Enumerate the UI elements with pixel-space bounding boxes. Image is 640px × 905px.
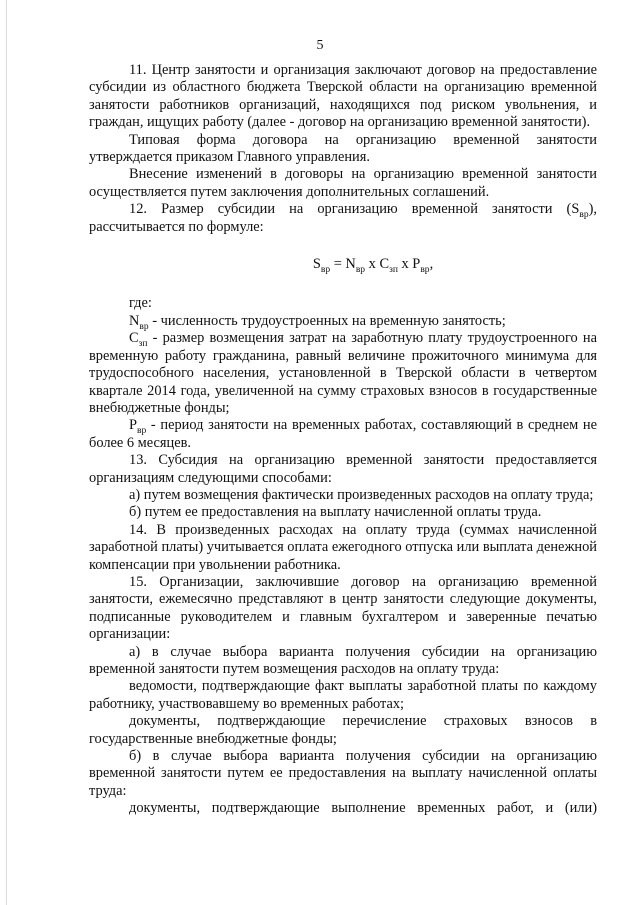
formula-s-sub: вр — [320, 264, 331, 275]
paragraph-13-a: а) путем возмещения фактически произведенных расходов на оплату труда; — [129, 486, 594, 503]
document-body — [89, 62, 597, 818]
formula-equals: = — [330, 256, 346, 273]
definition-p-sub: вр — [137, 426, 147, 437]
paragraph-12-subscript: вр — [579, 210, 589, 221]
definition-n-text: - численность трудоустроенных на временную занятость; — [148, 312, 506, 329]
scan-edge-line — [6, 0, 7, 905]
where-label: где: — [129, 295, 152, 312]
formula-c-sub: зп — [389, 264, 398, 275]
paragraph-15-b: б) в случае выбора варианта получения субсидии на организацию временной занятости путем ее предоставления на выплату начисленной оплаты труда: — [89, 748, 597, 799]
paragraph-12 — [89, 201, 597, 236]
paragraph-12-text-a: 12. Размер субсидии на организацию временной занятости (S — [129, 201, 580, 218]
paragraph-11: 11. Центр занятости и организация заключают договор на предоставление субсидии из областного бюджета Тверской области на организацию временной занятости работников организаций, находящихся под риском увольнения, и граждан, ищущих работу (далее - договор на организацию временной занятости). — [89, 62, 597, 131]
definition-c — [89, 330, 597, 417]
formula-p: P — [412, 256, 421, 273]
subsidy-formula — [89, 256, 597, 273]
formula-end: , — [429, 256, 434, 273]
formula-n: N — [345, 256, 356, 273]
paragraph-14: 14. В произведенных расходах на оплату труда (суммах начисленной заработной платы) учитывается оплата ежегодного отпуска или выплата денежной компенсации при увольнении работника. — [89, 521, 597, 573]
formula-n-sub: вр — [355, 264, 366, 275]
paragraph-13: 13. Субсидия на организацию временной занятости предоставляется организациям следующими способами: — [89, 452, 597, 486]
paragraph-12-text-b: ), рассчитывается по формуле: — [89, 201, 597, 235]
paragraph-15-b1: документы, подтверждающие выполнение временных работ, и (или) — [129, 800, 597, 817]
definition-p — [89, 417, 597, 452]
definition-p-text: - период занятости на временных работах, составляющий в среднем не более 6 месяцев. — [89, 417, 597, 451]
definition-n-symbol: N — [129, 312, 140, 329]
paragraph-amendments: Внесение изменений в договоры на организацию временной занятости осуществляется путем заключения дополнительных соглашений. — [89, 166, 597, 200]
formula-c: C — [379, 256, 390, 273]
definition-n-sub: вр — [139, 321, 149, 332]
paragraph-13-b: б) путем ее предоставления на выплату начисленной оплаты труда. — [129, 504, 542, 521]
formula-p-sub: вр — [420, 264, 430, 275]
page-number: 5 — [316, 38, 324, 53]
definition-c-symbol: C — [129, 330, 139, 347]
formula-times-2: x — [397, 256, 413, 273]
formula-times-1: x — [365, 256, 380, 273]
paragraph-15-a: а) в случае выбора варианта получения субсидии на организацию временной занятости путем возмещения расходов на оплату труда: — [89, 643, 597, 677]
definition-c-text: - размер возмещения затрат на заработную плату трудоустроенного на временную работу гражданина, равный величине прожиточного минимума для трудоспособного населения, установленной в Тверской области в четвертом квартале 2014 года, увеличенной на сумму страховых взносов в государственные внебюджетные фонды; — [89, 330, 597, 416]
definition-c-sub: зп — [138, 339, 148, 350]
paragraph-15-a2: документы, подтверждающие перечисление страховых взносов в государственные внебюджетные фонды; — [89, 713, 597, 747]
paragraph-typical-form: Типовая форма договора на организацию временной занятости утверждается приказом Главного управления. — [89, 131, 597, 166]
formula-s: S — [312, 256, 321, 273]
paragraph-15-a1: ведомости, подтверждающие факт выплаты заработной платы по каждому работнику, участвовавшему во временных работах; — [89, 678, 597, 712]
paragraph-15: 15. Организации, заключившие договор на организацию временной занятости, ежемесячно представляют в центр занятости следующие документы, подписанные руководителем и главным бухгалтером и заверенные печатью организации: — [89, 573, 597, 643]
definition-n — [89, 313, 597, 330]
definition-p-symbol: P — [129, 417, 138, 434]
